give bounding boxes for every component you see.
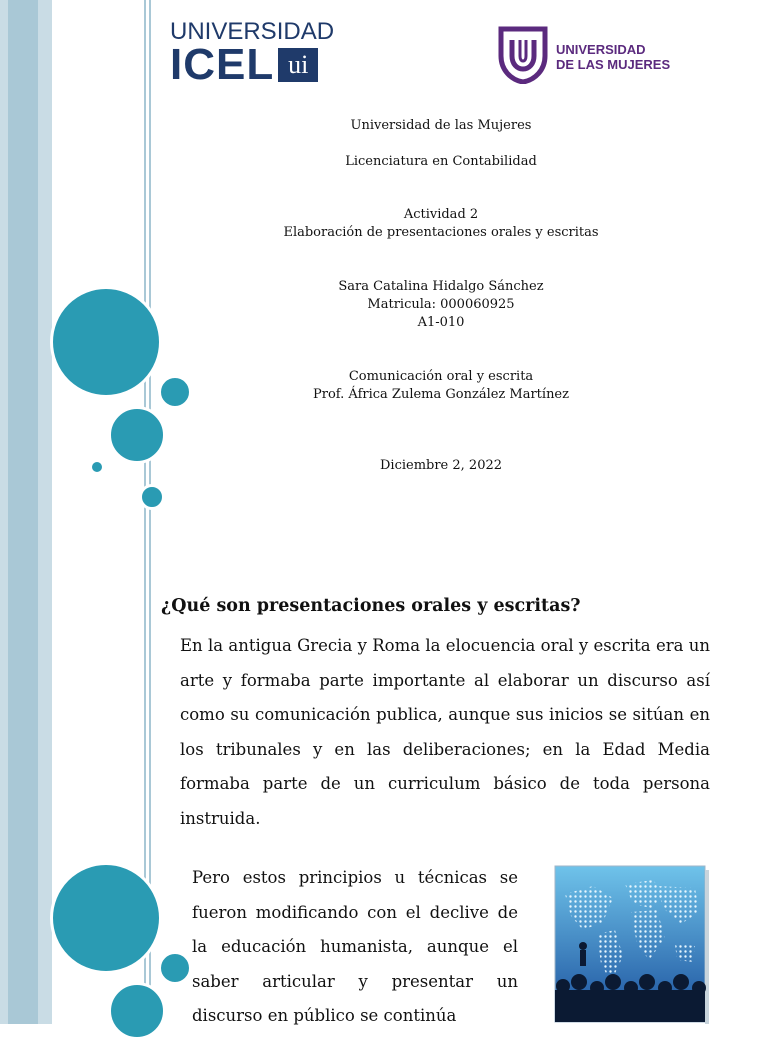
vertical-rule	[149, 0, 151, 1024]
decor-circle	[108, 406, 166, 464]
vertical-rule	[144, 0, 146, 1024]
decor-circle	[139, 484, 165, 510]
cover-course: Comunicación oral y escrita	[348, 369, 534, 384]
icel-logo-top: UNIVERSIDAD	[170, 18, 335, 45]
cover-group: A1-010	[417, 315, 465, 330]
icel-logo-name: ICEL	[170, 40, 275, 89]
section-paragraph-2: Pero estos principios u técnicas se fueron modificando con el declive de la educación humanista, aunque el saber articular y presentar un discurso en público se continúa	[192, 868, 518, 1025]
cover-date: Diciembre 2, 2022	[379, 458, 503, 473]
cover-student: Sara Catalina Hidalgo Sánchez	[338, 279, 544, 294]
section-paragraph-1: En la antigua Grecia y Roma la elocuencia oral y escrita era un arte y formaba parte importante al elaborar un discurso así como su comunicación publica, aunque sus inicios se sitúan en los tribunales y en las deliberaciones; en la Edad Media formaba parte de un curriculum básico de toda persona instruida.	[180, 636, 710, 828]
sidebar-stripe-mid	[8, 0, 38, 1024]
decor-circle	[89, 459, 105, 475]
cover-matricula: Matricula: 000060925	[367, 297, 515, 312]
udlm-shield-icon	[498, 26, 548, 84]
udlm-logo	[498, 26, 671, 86]
sidebar-stripe-light	[0, 0, 8, 1024]
cover-program: Licenciatura en Contabilidad	[345, 154, 537, 169]
udlm-logo-line2: DE LAS MUJERES	[556, 57, 671, 72]
cover-professor: Prof. África Zulema González Martínez	[313, 387, 569, 402]
decor-circle	[158, 951, 192, 985]
sidebar-stripe-light-2	[38, 0, 52, 1024]
cover-activity-title: Elaboración de presentaciones orales y escritas	[283, 225, 599, 240]
decor-circle	[108, 982, 166, 1040]
section-title: ¿Qué son presentaciones orales y escritas?	[161, 596, 581, 616]
icel-logo-badge: ui	[278, 48, 318, 82]
icel-logo	[170, 18, 335, 89]
cover-university: Universidad de las Mujeres	[350, 118, 532, 133]
udlm-logo-line1: UNIVERSIDAD	[556, 42, 646, 57]
presentation-image	[553, 864, 709, 1024]
speaker-audience-icon	[553, 864, 709, 1024]
decor-circle	[50, 862, 162, 974]
decor-circle	[50, 286, 162, 398]
cover-activity: Actividad 2	[403, 207, 479, 222]
